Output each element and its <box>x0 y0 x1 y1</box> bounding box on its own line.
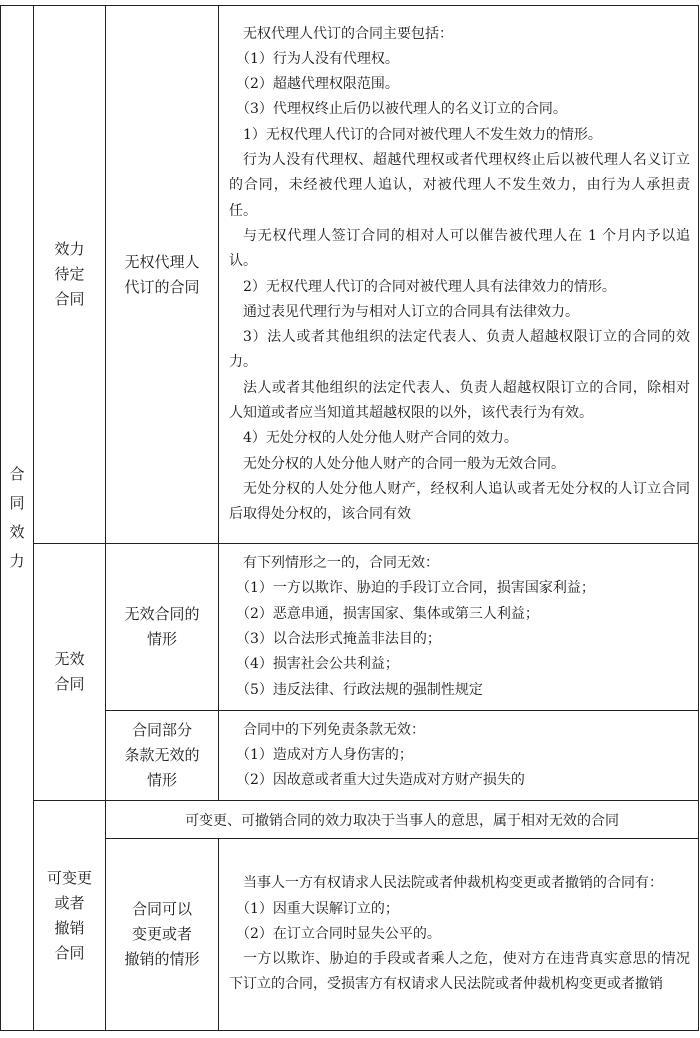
contract-validity-table <box>0 5 699 1031</box>
content-paragraph: 合同中的下列免责条款无效： <box>243 721 425 738</box>
category-label-line: 合同 <box>54 290 85 308</box>
main-category-char: 效 <box>9 523 25 541</box>
row-invalid-situations <box>1 544 699 711</box>
revocable-summary: 可变更、可撤销合同的效力取决于当事人的意思，属于相对无效的合同 <box>106 801 699 839</box>
content-paragraph: 2）无权代理人代订的合同对被代理人具有法律效力的情形。 <box>243 278 616 295</box>
main-category-char: 合 <box>9 465 25 483</box>
row-partial-invalid-clauses <box>1 711 699 801</box>
content-paragraph: （2）因故意或者重大过失造成对方财产损失的 <box>236 772 525 789</box>
category-pending <box>34 6 106 544</box>
category-label-line: 无效 <box>54 650 85 668</box>
category-label-line: 合同 <box>54 943 85 962</box>
content-paragraph: （5）违反法律、行政法规的强制性规定 <box>236 681 483 698</box>
subcategory-label-line: 情形 <box>146 630 177 648</box>
category-revocable <box>34 801 106 1031</box>
content-paragraph: （3）以合法形式掩盖非法目的； <box>236 631 441 647</box>
content-paragraph: （1）行为人没有代理权。 <box>236 50 399 67</box>
row-revocable-situations <box>1 839 699 1031</box>
category-invalid <box>34 544 106 801</box>
content-paragraph: （1）因重大误解订立的； <box>236 900 399 917</box>
subcategory-partial-invalid <box>106 711 219 801</box>
subcategory-label-line: 撤销的情形 <box>124 950 200 968</box>
content-paragraph: 3）法人或者其他组织的法定代表人、负责人超越权限订立的合同的效力。 <box>229 329 690 371</box>
subcategory-revocable-situations <box>106 839 219 1031</box>
content-invalid-situations <box>219 544 699 711</box>
subcategory-invalid-situations <box>106 544 219 711</box>
content-paragraph: （2）超越代理权限范围。 <box>236 76 399 93</box>
subcategory-label-line: 合同部分 <box>131 721 192 739</box>
content-paragraph: 一方以欺诈、胁迫的手段或者乘人之危，使对方在违背真实意思的情况下订立的合同，受损害方有权请求人民法院或者仲裁机构变更或者撤销 <box>229 951 690 993</box>
content-paragraph: 行为人没有代理权、超越代理权或者代理权终止后以被代理人名义订立的合同，未经被代理人追认，对被代理人不发生效力，由行为人承担责任。 <box>229 152 690 219</box>
category-label-line: 或者 <box>54 893 85 912</box>
category-label-line: 撤销 <box>54 918 85 937</box>
content-paragraph: 1）无权代理人代订的合同对被代理人不发生效力的情形。 <box>243 126 602 143</box>
category-label-line: 合同 <box>54 675 85 693</box>
content-paragraph: （1）造成对方人身伤害的； <box>236 746 413 763</box>
content-paragraph: 4）无处分权的人处分他人财产合同的效力。 <box>243 430 518 447</box>
row-pending-contract <box>1 6 699 544</box>
content-revocable-situations <box>219 839 699 1031</box>
main-category-char: 力 <box>9 552 25 570</box>
content-partial-invalid <box>219 711 699 801</box>
category-label-line: 待定 <box>54 265 85 283</box>
category-label-line: 效力 <box>54 240 85 258</box>
content-paragraph: 与无权代理人签订合同的相对人可以催告被代理人在 1 个月内予以追认。 <box>229 227 690 270</box>
content-paragraph: （2）在订立合同时显失公平的。 <box>236 925 441 942</box>
content-pending <box>219 6 699 544</box>
row-revocable-summary <box>1 801 699 839</box>
subcategory-label-line: 条款无效的 <box>124 746 200 764</box>
content-paragraph: 通过表见代理行为与相对人订立的合同具有法律效力。 <box>243 303 579 320</box>
subcategory-label-line: 变更或者 <box>131 925 192 943</box>
content-paragraph: （2）恶意串通，损害国家、集体或第三人利益； <box>236 605 539 622</box>
content-paragraph: 当事人一方有权请求人民法院或者仲裁机构变更或者撤销的合同有： <box>243 875 663 892</box>
main-category-char: 同 <box>9 494 25 512</box>
content-paragraph: 法人或者其他组织的法定代表人、负责人超越权限订立的合同，除相对人知道或者应当知道其超越权限的以外，该代表行为有效。 <box>229 379 690 421</box>
subcategory-label-line: 合同可以 <box>131 900 192 918</box>
subcategory-label-line: 无效合同的 <box>124 605 200 623</box>
content-paragraph: （4）损害社会公共利益； <box>236 656 399 673</box>
subcategory-label-line: 代订的合同 <box>124 277 200 296</box>
subcategory-label-line: 情形 <box>146 771 177 789</box>
content-paragraph: （3）代理权终止后仍以被代理人的名义订立的合同。 <box>236 101 567 118</box>
content-paragraph: 无处分权的人处分他人财产，经权利人追认或者无处分权的人订立合同后取得处分权的，该合同有效 <box>229 480 690 523</box>
subcategory-unauthorized-agent <box>106 6 219 544</box>
content-paragraph: （1）一方以欺诈、胁迫的手段订立合同，损害国家利益； <box>236 580 595 597</box>
content-paragraph: 无权代理人代订的合同主要包括： <box>243 25 453 42</box>
content-paragraph: 无处分权的人处分他人财产的合同一般为无效合同。 <box>243 455 565 472</box>
category-label-line: 可变更 <box>46 868 92 887</box>
content-paragraph: 有下列情形之一的，合同无效： <box>243 555 439 572</box>
main-category-cell <box>1 6 34 1031</box>
subcategory-label-line: 无权代理人 <box>124 252 200 271</box>
